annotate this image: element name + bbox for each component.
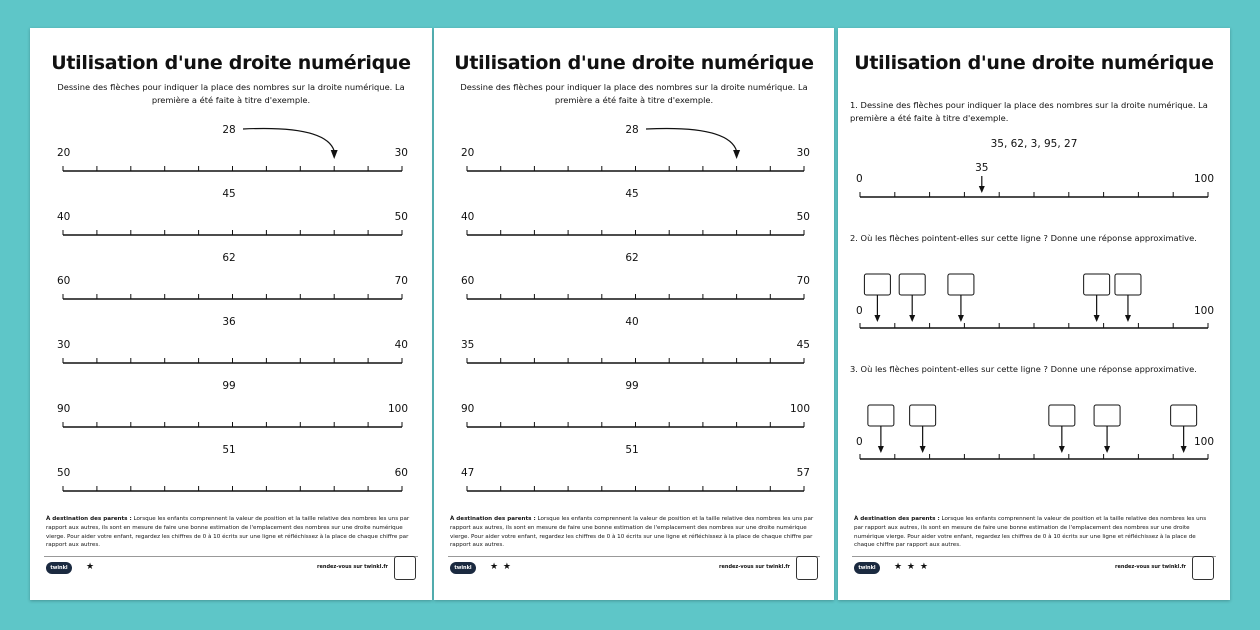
answer-box — [1115, 274, 1141, 295]
pointer-arrow-head — [958, 315, 964, 322]
parent-note-text: Lorsque les enfants comprennent la valeur de position et la taille relative des nombres les uns par rapport aux autres, ils sont en mesure de faire une bonne estimation de l'emplacement des nombres sur une droite numérique vierge. Pour aider votre enfant, regardez les chiffres de 0 à 10 écrits sur une ligne et réfléchissez à la place de chaque chiffre par rapport aux autres. — [46, 516, 410, 549]
footer-divider — [448, 556, 820, 557]
answer-box — [868, 405, 894, 426]
instruction-text: Dessine des flèches pour indiquer la place des nombres sur la droite numérique. La première a été faite à titre d'exemple. — [460, 82, 808, 105]
worksheet-page-1 — [30, 28, 432, 600]
answer-box — [864, 274, 890, 295]
line-end-label: 50 — [394, 211, 408, 223]
site-link[interactable]: rendez-vous sur twinkl.fr — [1115, 564, 1186, 570]
parent-note-label: À destination des parents : — [854, 516, 940, 522]
target-number: 36 — [222, 316, 236, 328]
instruction-text: Dessine des flèches pour indiquer la place des nombres sur la droite numérique. La première a été faite à titre d'exemple. — [57, 82, 405, 105]
example-arrow-head — [979, 186, 985, 193]
quality-badge-icon — [1192, 556, 1214, 580]
line-end-label: 70 — [394, 275, 408, 287]
pointer-arrow-head — [874, 315, 880, 322]
target-number: 45 — [625, 188, 639, 200]
target-number: 28 — [625, 124, 639, 136]
target-number: 99 — [625, 380, 639, 392]
answer-box — [1094, 405, 1120, 426]
line-start-label: 0 — [856, 305, 863, 317]
pointer-arrow-head — [1059, 446, 1065, 453]
quality-badge-icon — [796, 556, 818, 580]
number-lines — [838, 28, 1230, 508]
line-end-label: 40 — [394, 339, 408, 351]
line-start-label: 30 — [57, 339, 71, 351]
line-end-label: 70 — [796, 275, 810, 287]
target-number: 45 — [222, 188, 236, 200]
footer-divider — [44, 556, 418, 557]
pointer-arrow-head — [909, 315, 915, 322]
worksheet-title: Utilisation d'une droite numérique — [51, 52, 411, 74]
parent-note — [450, 515, 818, 550]
line-start-label: 90 — [461, 403, 475, 415]
line-start-label: 40 — [57, 211, 71, 223]
line-start-label: 90 — [57, 403, 71, 415]
worksheet-title: Utilisation d'une droite numérique — [854, 52, 1214, 74]
site-link[interactable]: rendez-vous sur twinkl.fr — [719, 564, 790, 570]
line-end-label: 100 — [789, 403, 810, 415]
line-end-label: 60 — [394, 467, 408, 479]
pointer-arrow-head — [1181, 446, 1187, 453]
worksheet-page-2 — [434, 28, 834, 600]
pointer-arrow-head — [878, 446, 884, 453]
number-lines — [434, 28, 834, 508]
pointer-arrow-head — [920, 446, 926, 453]
line-start-label: 40 — [461, 211, 475, 223]
twinkl-logo: twinkl — [46, 562, 72, 574]
target-number: 62 — [625, 252, 639, 264]
parent-note-text: Lorsque les enfants comprennent la valeur de position et la taille relative des nombres les uns par rapport aux autres, ils sont en mesure de faire une bonne estimation de l'emplacement des nombres sur une droite numérique vierge. Pour aider votre enfant, regardez les chiffres de 0 à 10 écrits sur une ligne et réfléchissez à la place de chaque chiffre par rapport aux autres. — [450, 516, 814, 549]
example-arrow-head — [331, 150, 338, 159]
pointer-arrow-head — [1104, 446, 1110, 453]
question-1-text: 1. Dessine des flèches pour indiquer la place des nombres sur la droite numérique. La première a été faite à titre d'exemple. — [850, 100, 1208, 123]
question-1-numbers: 35, 62, 3, 95, 27 — [990, 138, 1078, 150]
line-start-label: 0 — [856, 173, 863, 185]
answer-box — [1171, 405, 1197, 426]
parent-note — [46, 515, 416, 550]
line-end-label: 100 — [387, 403, 408, 415]
target-number: 40 — [625, 316, 639, 328]
example-arrow — [243, 128, 334, 151]
worksheet-title: Utilisation d'une droite numérique — [454, 52, 814, 74]
line-end-label: 30 — [796, 147, 810, 159]
parent-note-text: Lorsque les enfants comprennent la valeur de position et la taille relative des nombres les uns par rapport aux autres, ils sont en mesure de faire une bonne estimation de l'emplacement des nombres sur une droite numérique vierge. Pour aider votre enfant, regardez les chiffres de 0 à 10 écrits sur une ligne et réfléchissez à la place de chaque chiffre par rapport aux autres. — [854, 516, 1207, 549]
answer-box — [899, 274, 925, 295]
line-end-label: 57 — [796, 467, 810, 479]
worksheet-page-3 — [838, 28, 1230, 600]
difficulty-stars: ★ ★ — [490, 562, 512, 572]
example-arrow — [646, 128, 737, 151]
target-number: 99 — [222, 380, 236, 392]
line-start-label: 20 — [461, 147, 475, 159]
line-end-label: 100 — [1193, 305, 1214, 317]
line-end-label: 45 — [796, 339, 810, 351]
target-number: 28 — [222, 124, 236, 136]
line-start-label: 50 — [57, 467, 71, 479]
example-arrow-head — [733, 150, 740, 159]
twinkl-logo: twinkl — [450, 562, 476, 574]
footer-divider — [852, 556, 1216, 557]
line-start-label: 60 — [57, 275, 71, 287]
twinkl-logo: twinkl — [854, 562, 880, 574]
answer-box — [910, 405, 936, 426]
question-3-text: 3. Où les flèches pointent-elles sur cette ligne ? Donne une réponse approximative. — [850, 364, 1197, 374]
example-number: 35 — [975, 162, 989, 174]
site-link[interactable]: rendez-vous sur twinkl.fr — [317, 564, 388, 570]
line-start-label: 35 — [461, 339, 475, 351]
question-2-text: 2. Où les flèches pointent-elles sur cette ligne ? Donne une réponse approximative. — [850, 233, 1197, 243]
line-end-label: 50 — [796, 211, 810, 223]
line-start-label: 0 — [856, 436, 863, 448]
line-start-label: 60 — [461, 275, 475, 287]
answer-box — [948, 274, 974, 295]
target-number: 62 — [222, 252, 236, 264]
parent-note — [854, 515, 1214, 550]
line-end-label: 100 — [1193, 173, 1214, 185]
answer-box — [1049, 405, 1075, 426]
line-start-label: 20 — [57, 147, 71, 159]
difficulty-stars: ★ — [86, 562, 96, 572]
target-number: 51 — [625, 444, 639, 456]
parent-note-label: À destination des parents : — [450, 516, 536, 522]
difficulty-stars: ★ ★ ★ — [894, 562, 929, 572]
parent-note-label: À destination des parents : — [46, 516, 132, 522]
pointer-arrow-head — [1125, 315, 1131, 322]
line-end-label: 100 — [1193, 436, 1214, 448]
number-lines — [30, 28, 432, 508]
line-start-label: 47 — [461, 467, 475, 479]
line-end-label: 30 — [394, 147, 408, 159]
target-number: 51 — [222, 444, 236, 456]
answer-box — [1084, 274, 1110, 295]
quality-badge-icon — [394, 556, 416, 580]
pointer-arrow-head — [1094, 315, 1100, 322]
